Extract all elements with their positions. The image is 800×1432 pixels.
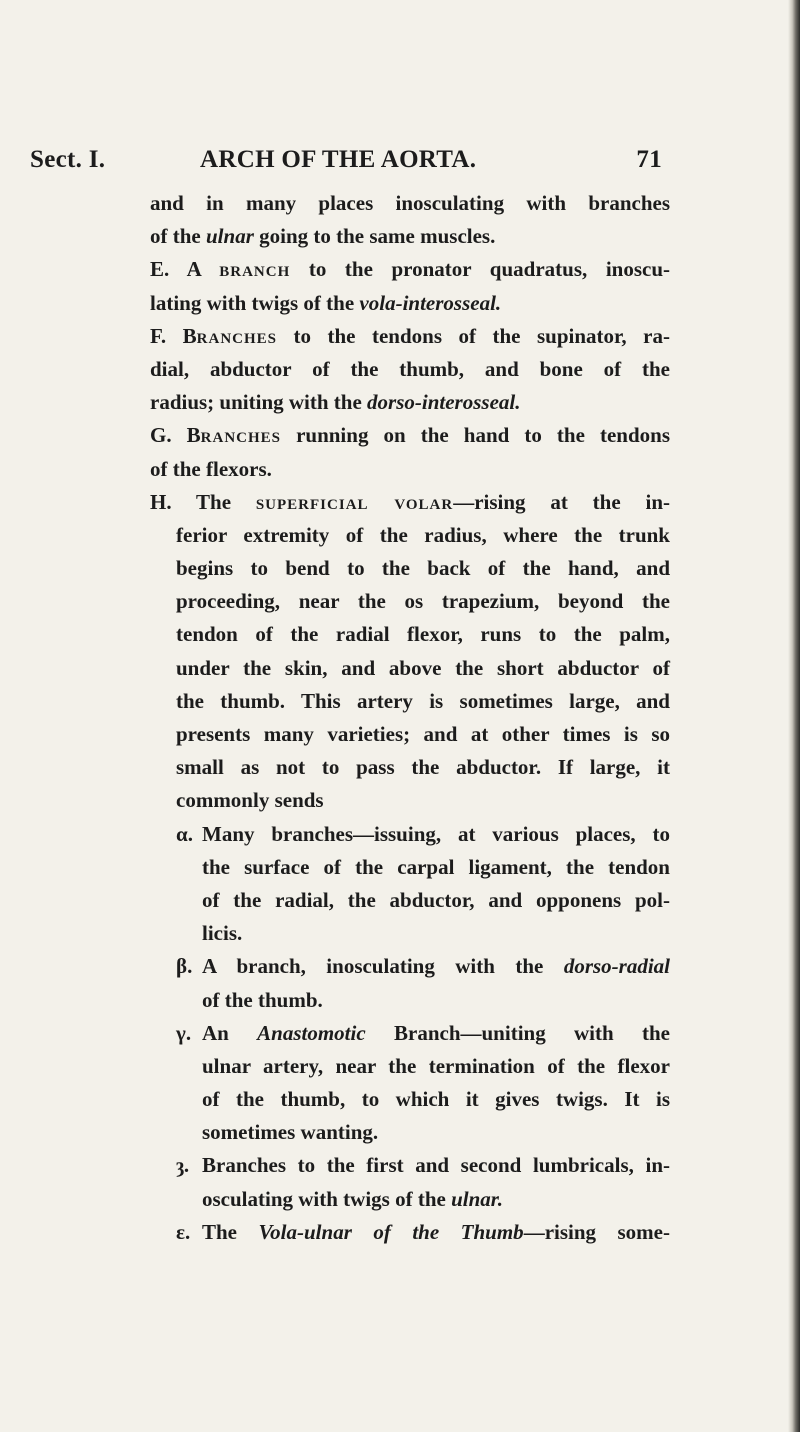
text-line: proceeding, near the os trapezium, beyond the bbox=[176, 589, 670, 614]
list-marker-alpha: α. bbox=[176, 821, 193, 846]
text-line: β. A branch, inosculating with the dorso-radial bbox=[150, 950, 670, 983]
text-line: the surface of the carpal ligament, the tendon bbox=[202, 854, 670, 879]
text-line: commonly sends bbox=[176, 788, 324, 813]
text-line: radius; uniting with the dorso-interosseal. bbox=[150, 390, 521, 415]
text-line: of the thumb, to which it gives twigs. It is bbox=[202, 1087, 670, 1112]
text-line: ε. The Vola-ulnar of the Thumb—rising some- bbox=[150, 1216, 670, 1249]
section-label: Sect. I. bbox=[30, 146, 106, 173]
list-marker-gamma: γ. bbox=[176, 1020, 192, 1045]
text-line: α. Many branches—issuing, at various places, to bbox=[150, 818, 670, 851]
list-marker-delta: ȝ. bbox=[176, 1153, 190, 1178]
text-line: begins to bend to the back of the hand, and bbox=[176, 556, 670, 581]
text-line: osculating with twigs of the ulnar. bbox=[202, 1186, 504, 1211]
page-number: 71 bbox=[636, 146, 662, 173]
text-line: of the ulnar going to the same muscles. bbox=[150, 224, 496, 249]
text-line: H. The superficial volar—rising at the in- bbox=[150, 489, 670, 514]
text-line: E. A branch to the pronator quadratus, inoscu- bbox=[150, 257, 671, 282]
text-line: F. Branches to the tendons of the supinator, ra- bbox=[150, 323, 670, 348]
list-marker-epsilon: ε. bbox=[176, 1219, 191, 1244]
body-text bbox=[150, 187, 670, 1249]
text-line: ulnar artery, near the termination of the flexor bbox=[202, 1053, 670, 1078]
text-line: the thumb. This artery is sometimes large, and bbox=[176, 688, 670, 713]
running-header bbox=[30, 146, 662, 180]
text-line: small as not to pass the abductor. If large, it bbox=[176, 755, 670, 780]
text-line: of the thumb. bbox=[202, 987, 323, 1012]
text-line: presents many varieties; and at other times is so bbox=[176, 722, 670, 746]
page-edge-shadow bbox=[788, 0, 800, 1432]
text-line: of the radial, the abductor, and opponens pol- bbox=[202, 887, 670, 912]
text-line: under the skin, and above the short abductor of bbox=[176, 655, 670, 680]
text-line: ȝ. Branches to the first and second lumbricals, in- bbox=[150, 1149, 670, 1182]
text-line: tendon of the radial flexor, runs to the palm, bbox=[176, 622, 670, 647]
text-line: ferior extremity of the radius, where the trunk bbox=[176, 522, 670, 547]
text-line: γ. An Anastomotic Branch—uniting with the bbox=[150, 1017, 670, 1050]
text-line: dial, abductor of the thumb, and bone of the bbox=[150, 356, 670, 381]
page-title: ARCH OF THE AORTA. bbox=[200, 146, 477, 173]
text-line: lating with twigs of the vola-interosseal. bbox=[150, 290, 502, 315]
text-line: G. Branches running on the hand to the tendons bbox=[150, 423, 671, 448]
text-line: of the flexors. bbox=[150, 456, 272, 481]
text-line: licis. bbox=[202, 921, 243, 946]
text-line: and in many places inosculating with branches bbox=[150, 191, 670, 215]
text-line: sometimes wanting. bbox=[202, 1120, 379, 1145]
list-marker-beta: β. bbox=[176, 954, 193, 979]
